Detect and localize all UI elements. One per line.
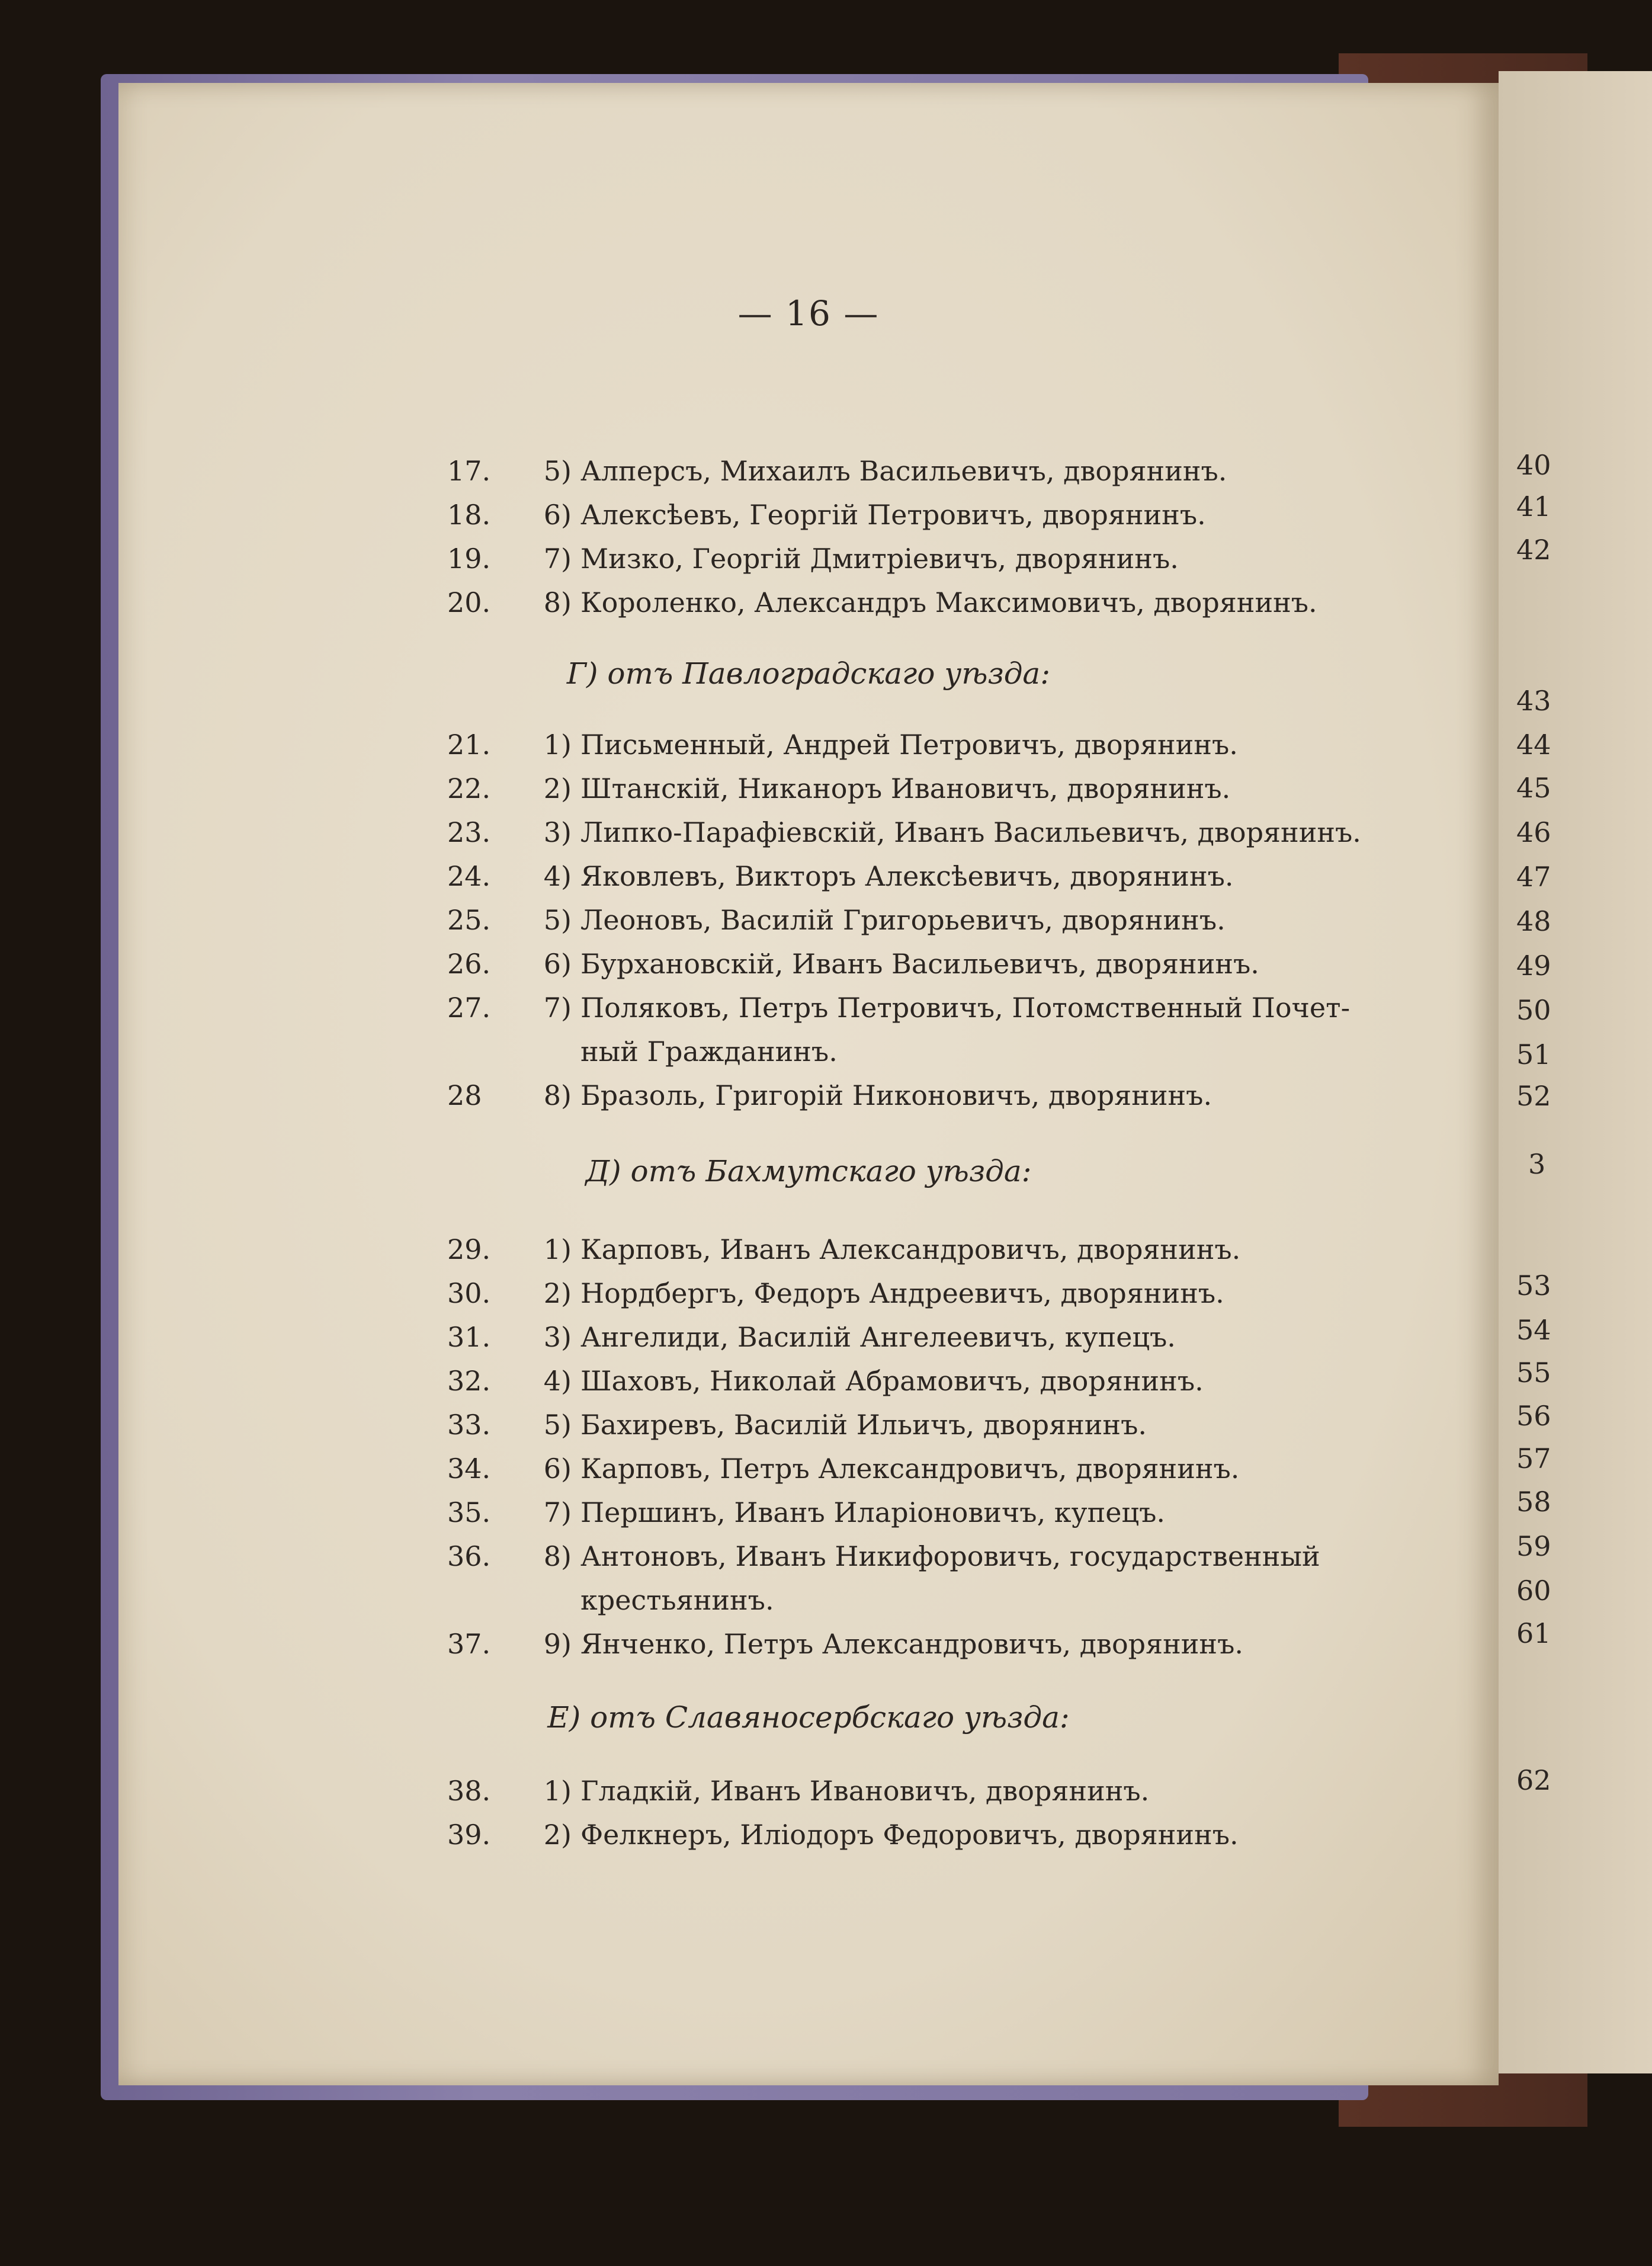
entry-number: 39. [447,1819,491,1851]
entry-subnumber: 2) [543,1819,572,1851]
next-page-number: 40 [1516,449,1551,481]
entry-subnumber: 5) [543,1409,572,1441]
entry-subnumber: 6) [543,499,572,531]
entry-subnumber: 1) [543,1775,572,1807]
next-page-number: 49 [1516,950,1551,982]
entry-text: Штанскій, Никаноръ Ивановичъ, дворянинъ. [580,773,1231,805]
entry-text: Карповъ, Петръ Александровичъ, дворянинъ. [580,1453,1240,1485]
entry-text: Карповъ, Иванъ Александровичъ, дворянинъ. [580,1233,1241,1265]
entry-subnumber: 6) [543,1453,572,1485]
entry-text: Янченко, Петръ Александровичъ, дворянинъ. [580,1628,1243,1660]
next-page-number: 57 [1516,1443,1551,1475]
entry-subnumber: 8) [543,1079,572,1111]
entry-text: Поляковъ, Петръ Петровичъ, Потомственный Почет- [580,992,1351,1024]
entry-number: 34. [447,1453,491,1485]
section-heading-bakhmut: Д) отъ Бахмутскаго уѣзда: [585,1154,1032,1188]
entry-subnumber: 3) [543,1321,572,1353]
entry-text-continuation: ный Гражданинъ. [580,1036,838,1068]
entry-number: 26. [447,948,491,980]
entry-text: Мизко, Георгій Дмитріевичъ, дворянинъ. [580,543,1179,575]
entry-text: Бахиревъ, Василій Ильичъ, дворянинъ. [580,1409,1147,1441]
book-page [118,83,1499,2085]
next-page-number: 41 [1516,491,1551,523]
entry-number: 25. [447,904,491,936]
entry-subnumber: 5) [543,904,572,936]
next-page-number: 58 [1516,1486,1551,1518]
entry-number: 28 [447,1079,482,1111]
next-page-number: 51 [1516,1039,1551,1070]
next-page-number: 62 [1516,1764,1551,1796]
next-page-edge [1499,71,1652,2073]
entry-subnumber: 7) [543,992,572,1024]
entry-number: 33. [447,1409,491,1441]
entry-number: 20. [447,586,491,618]
entry-subnumber: 1) [543,729,572,761]
entry-subnumber: 8) [543,586,572,618]
next-page-number: 60 [1516,1575,1551,1607]
entry-text: Липко-Парафіевскій, Иванъ Васильевичъ, дворянинъ. [580,816,1361,848]
next-page-number: 59 [1516,1530,1551,1562]
entry-number: 29. [447,1233,491,1265]
entry-text: Бразоль, Григорій Никоновичъ, дворянинъ. [580,1079,1212,1111]
entry-subnumber: 4) [543,860,572,892]
entry-subnumber: 7) [543,1496,572,1528]
entry-text: Короленко, Александръ Максимовичъ, дворянинъ. [580,586,1317,618]
next-page-number: 48 [1516,905,1551,937]
entry-subnumber: 1) [543,1233,572,1265]
entry-number: 17. [447,455,491,487]
entry-number: 36. [447,1540,491,1572]
entry-subnumber: 3) [543,816,572,848]
next-page-number: 55 [1516,1357,1551,1389]
entry-number: 31. [447,1321,491,1353]
entry-text: Яковлевъ, Викторъ Алексѣевичъ, дворянинъ. [580,860,1234,892]
entry-number: 19. [447,543,491,575]
next-page-number: 42 [1516,534,1551,566]
next-page-number: 44 [1516,729,1551,761]
entry-number: 23. [447,816,491,848]
entry-text: Антоновъ, Иванъ Никифоровичъ, государственный [580,1540,1320,1572]
entry-text: Фелкнеръ, Иліодоръ Федоровичъ, дворянинъ. [580,1819,1239,1851]
entry-text: Алексѣевъ, Георгій Петровичъ, дворянинъ. [580,499,1206,531]
entry-number: 21. [447,729,491,761]
entry-subnumber: 8) [543,1540,572,1572]
entry-subnumber: 4) [543,1365,572,1397]
entry-text: Бурхановскій, Иванъ Васильевичъ, дворянинъ. [580,948,1259,980]
next-page-number: 61 [1516,1617,1551,1649]
entry-subnumber: 2) [543,773,572,805]
next-page-number: 54 [1516,1314,1551,1346]
next-page-number: 3 [1528,1148,1546,1180]
entry-number: 35. [447,1496,491,1528]
entry-text: Першинъ, Иванъ Иларіоновичъ, купецъ. [580,1496,1165,1528]
entry-subnumber: 2) [543,1277,572,1309]
entry-text: Алперсъ, Михаилъ Васильевичъ, дворянинъ. [580,455,1227,487]
page-number: — 16 — [737,293,880,334]
entry-number: 27. [447,992,491,1024]
entry-text: Письменный, Андрей Петровичъ, дворянинъ. [580,729,1238,761]
entry-text: Гладкій, Иванъ Ивановичъ, дворянинъ. [580,1775,1150,1807]
entry-number: 37. [447,1628,491,1660]
entry-text: Ангелиди, Василій Ангелеевичъ, купецъ. [580,1321,1176,1353]
entry-text-continuation: крестьянинъ. [580,1584,774,1616]
entry-number: 38. [447,1775,491,1807]
entry-number: 30. [447,1277,491,1309]
entry-number: 32. [447,1365,491,1397]
next-page-number: 45 [1516,772,1551,804]
entry-number: 22. [447,773,491,805]
entry-text: Шаховъ, Николай Абрамовичъ, дворянинъ. [580,1365,1204,1397]
next-page-number: 52 [1516,1080,1551,1112]
entry-subnumber: 7) [543,543,572,575]
entry-text: Леоновъ, Василій Григорьевичъ, дворянинъ. [580,904,1226,936]
next-page-number: 46 [1516,816,1551,848]
entry-subnumber: 6) [543,948,572,980]
next-page-number: 43 [1516,685,1551,717]
next-page-number: 53 [1516,1270,1551,1302]
entry-subnumber: 9) [543,1628,572,1660]
entry-subnumber: 5) [543,455,572,487]
entry-number: 24. [447,860,491,892]
section-heading-slavyanoserbsk: Е) отъ Славяносербскаго уѣзда: [547,1700,1070,1735]
next-page-number: 47 [1516,861,1551,893]
next-page-number: 56 [1516,1400,1551,1432]
next-page-number: 50 [1516,994,1551,1026]
entry-text: Нордбергъ, Федоръ Андреевичъ, дворянинъ. [580,1277,1224,1309]
entry-number: 18. [447,499,491,531]
section-heading-pavlograd: Г) отъ Павлоградскаго уѣзда: [566,656,1051,691]
